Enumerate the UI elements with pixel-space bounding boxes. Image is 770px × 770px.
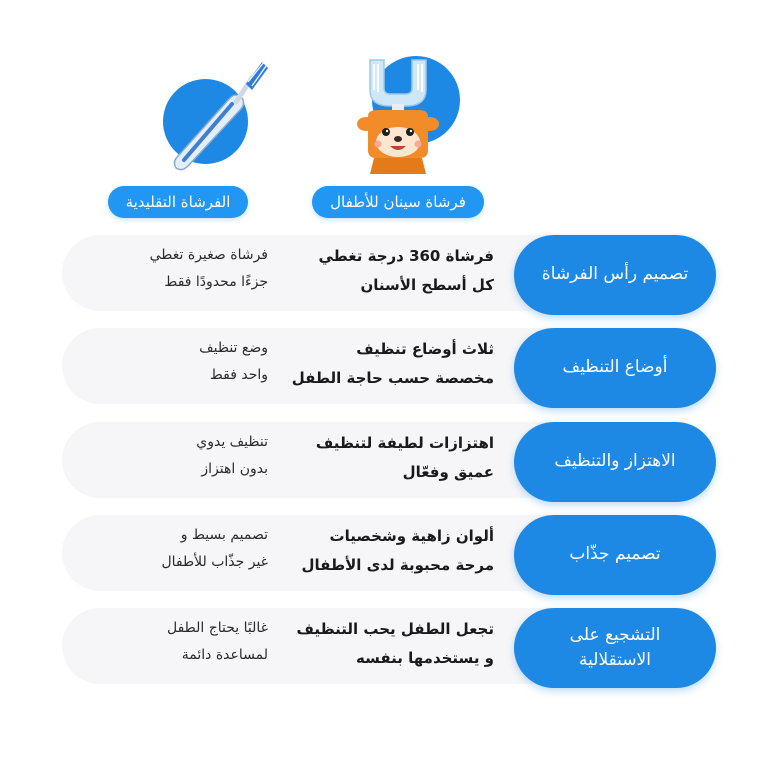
traditional-column-header: الفرشاة التقليدية [108, 186, 248, 218]
traditional-cleaning-modes-text [88, 335, 268, 390]
u-shaped-toothbrush-bear-icon [350, 54, 446, 178]
kids-independence-text [264, 615, 494, 672]
traditional-line: تنظيف يدوي [196, 434, 268, 450]
kids-line: فرشاة 360 درجة تغطي [318, 247, 494, 265]
feature-pill-brush-head-design [514, 235, 716, 315]
feature-label: تصميم جذّاب [569, 544, 661, 565]
kids-attractive-design-text [264, 522, 494, 579]
kids-line: كل أسطح الأسنان [360, 275, 494, 294]
kids-line: ألوان زاهية وشخصيات [329, 527, 494, 545]
kids-line: مرحة محبوبة لدى الأطفال [301, 555, 494, 574]
traditional-line: لمساعدة دائمة [181, 647, 268, 664]
manual-toothbrush-icon [166, 58, 272, 174]
feature-label: تصميم رأس الفرشاة [541, 264, 689, 285]
traditional-line: واحد فقط [209, 367, 268, 384]
feature-pill-cleaning-modes [514, 328, 716, 408]
traditional-line: جزءًا محدودًا فقط [164, 274, 268, 291]
feature-pill-vibration-cleaning [514, 422, 716, 502]
traditional-brush-head-text [88, 242, 268, 297]
kids-line: ثلاث أوضاع تنظيف [356, 340, 494, 358]
traditional-line: تصميم بسيط و [180, 527, 268, 543]
feature-label: التشجيع على [569, 624, 661, 645]
kids-column-header: فرشاة سينان للأطفال [312, 186, 484, 218]
kids-line: تجعل الطفل يحب التنظيف [296, 620, 494, 638]
kids-line: مخصصة حسب حاجة الطفل [291, 368, 494, 387]
kids-cleaning-modes-text [264, 335, 494, 392]
feature-pill-attractive-design [514, 515, 716, 595]
kids-line: عميق وفعّال [402, 462, 494, 481]
traditional-line: وضع تنظيف [199, 340, 268, 356]
kids-brush-head-text [264, 242, 494, 299]
traditional-line: فرشاة صغيرة تغطي [149, 247, 268, 263]
kids-vibration-text [264, 429, 494, 486]
traditional-independence-text [88, 615, 268, 670]
feature-pill-independence [514, 608, 716, 688]
traditional-attractive-design-text [88, 522, 268, 577]
traditional-line: غير جذّاب للأطفال [161, 554, 268, 571]
traditional-line: بدون اهتزاز [201, 461, 268, 478]
feature-label: الاهتزاز والتنظيف [554, 451, 676, 472]
feature-label: الاستقلالية [579, 650, 651, 670]
feature-label: أوضاع التنظيف [562, 357, 668, 378]
kids-line: اهتزازات لطيفة لتنظيف [315, 434, 494, 452]
traditional-line: غالبًا يحتاج الطفل [166, 620, 268, 636]
traditional-vibration-text [88, 429, 268, 484]
kids-line: و يستخدمها بنفسه [356, 648, 494, 667]
